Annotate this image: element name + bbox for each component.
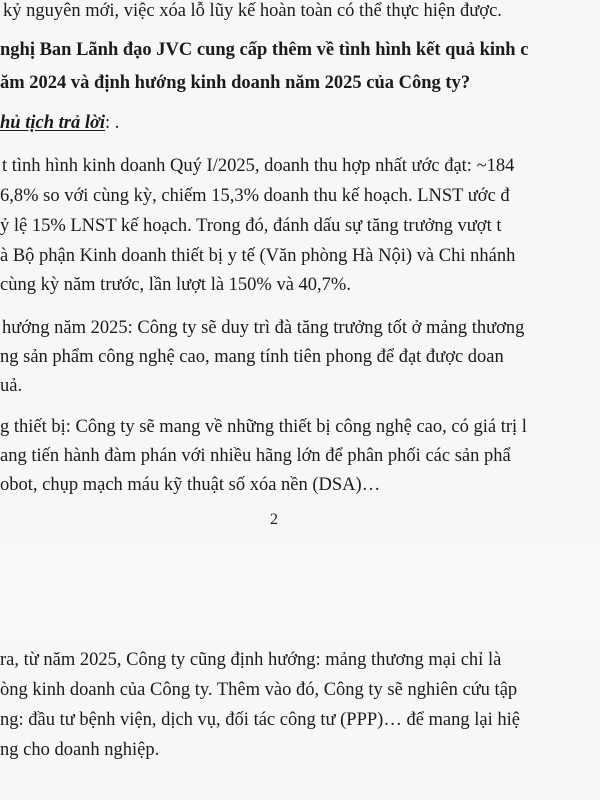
paragraph-line: ng cho doanh nghiệp. [0,740,160,760]
answer-label-suffix: : . [105,113,120,133]
paragraph-line: cùng kỳ năm trước, lần lượt là 150% và 40,7%. [0,275,351,295]
paragraph-line: à Bộ phận Kinh doanh thiết bị y tế (Văn phòng Hà Nội) và Chi nhánh [0,246,516,266]
paragraph-line: kỷ nguyên mới, việc xóa lỗ lũy kế hoàn toàn có thể thực hiện được. [3,1,502,21]
paragraph-line: t tình hình kinh doanh Quý I/2025, doanh thu hợp nhất ước đạt: ~184 [2,156,515,176]
paragraph-line: g thiết bị: Công ty sẽ mang về những thiết bị công nghệ cao, có giá trị l [0,417,527,437]
paragraph-line: ng: đầu tư bệnh viện, dịch vụ, đối tác công tư (PPP)… để mang lại hiệ [0,710,520,730]
paragraph-line: òng kinh doanh của Công ty. Thêm vào đó, Công ty sẽ nghiên cứu tập [0,680,518,700]
page-number: 2 [270,511,278,528]
answer-label [0,114,119,133]
paragraph-line: 6,8% so với cùng kỳ, chiếm 15,3% doanh thu kế hoạch. LNST ước đ [0,186,510,206]
paragraph-line: ỷ lệ 15% LNST kế hoạch. Trong đó, đánh dấu sự tăng trưởng vượt t [0,216,502,236]
answer-label-text: hủ tịch trả lời [0,113,106,133]
question-heading-line: nghị Ban Lãnh đạo JVC cung cấp thêm về tình hình kết quả kinh c [0,40,529,60]
paragraph-line: uả. [0,376,23,396]
paragraph-line: obot, chụp mạch máu kỹ thuật số xóa nền (DSA)… [0,475,381,495]
paragraph-line: ang tiến hành đàm phán với nhiều hãng lớn để phân phối các sản phẩ [0,446,511,466]
paragraph-line: hướng năm 2025: Công ty sẽ duy trì đà tăng trưởng tốt ở mảng thương [2,318,525,338]
page-break-gap [0,545,600,640]
paragraph-line: ra, từ năm 2025, Công ty cũng định hướng: mảng thương mại chỉ là [0,650,502,670]
paragraph-line: ng sản phẩm công nghệ cao, mang tính tiên phong để đạt được doan [0,347,504,367]
question-heading-line: ăm 2024 và định hướng kinh doanh năm 2025 của Công ty? [0,73,471,93]
